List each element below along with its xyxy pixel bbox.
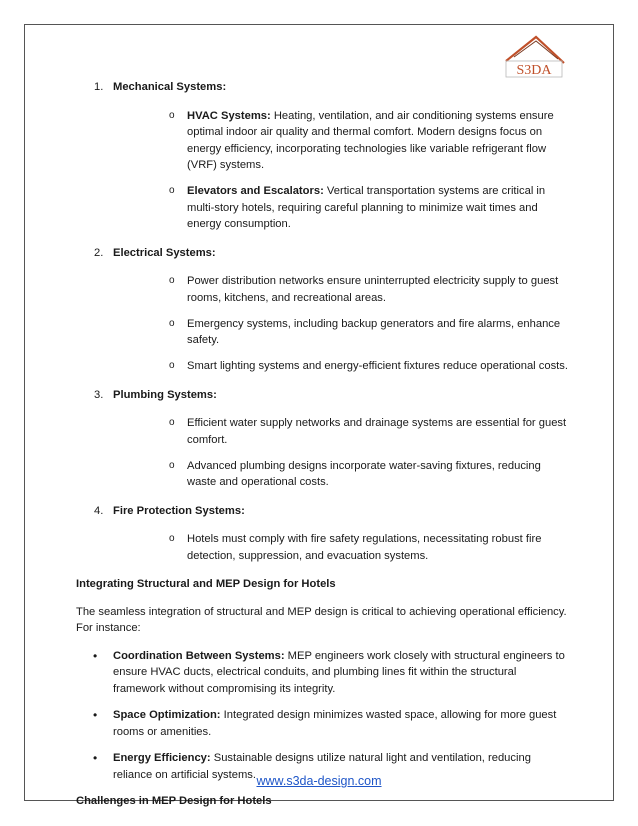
bullet-text: Integrated design minimizes wasted space, allowing for more guest rooms or amenities. <box>113 709 557 738</box>
sub-item-text: Advanced plumbing designs incorporate water-saving fixtures, reducing waste and operational costs. <box>187 459 541 488</box>
sub-list-item <box>113 183 576 233</box>
document-body <box>76 79 576 821</box>
section-heading: Integrating Structural and MEP Design for Hotels <box>76 578 336 590</box>
sub-list <box>113 531 576 564</box>
section-heading: Challenges in MEP Design for Hotels <box>76 795 272 807</box>
sub-item-lead: HVAC Systems: <box>187 109 271 122</box>
circle-bullet-icon: o <box>169 275 175 286</box>
bullet-list-item <box>76 648 576 698</box>
sub-item-lead: Elevators and Escalators: <box>187 185 324 197</box>
sub-list <box>113 108 576 233</box>
sub-item-text: Heating, ventilation, and air conditioning systems ensure optimal indoor air quality and thermal comfort. Modern designs focus on energy efficiency, incorporating technologies like variable refrigerant flow (VRF) systems. <box>187 109 554 171</box>
bullet-lead: Energy Efficiency: <box>113 752 211 764</box>
item-number: 2. <box>94 246 104 259</box>
numbered-item <box>76 79 576 233</box>
bullet-lead: Space Optimization: <box>113 709 221 721</box>
sub-item-text: Efficient water supply networks and drainage systems are essential for guest comfort. <box>187 417 567 446</box>
circle-bullet-icon: o <box>169 417 175 428</box>
numbered-item <box>76 503 576 565</box>
sub-item-text: Power distribution networks ensure uninterrupted electricity supply to guest rooms, kitchens, and recreational areas. <box>187 275 559 304</box>
sub-item-text: Hotels must comply with fire safety regulations, necessitating robust fire detection, suppression, and evacuation systems. <box>187 533 542 562</box>
item-title: Plumbing Systems: <box>113 388 217 401</box>
sub-list-item <box>113 458 576 491</box>
item-title: Mechanical Systems: <box>113 81 227 93</box>
sub-list <box>113 273 576 375</box>
sub-list-item <box>113 108 576 174</box>
item-number: 4. <box>94 504 104 517</box>
circle-bullet-icon: o <box>169 185 175 196</box>
sub-list <box>113 415 576 491</box>
numbered-item <box>76 245 576 375</box>
circle-bullet-icon: o <box>169 459 175 471</box>
bullet-text: Sustainable designs utilize natural light and ventilation, reducing reliance on artificial systems. <box>113 752 531 781</box>
sub-list-item <box>113 415 576 448</box>
footer-website-link[interactable]: www.s3da-design.com <box>256 774 382 788</box>
intro-paragraph: The seamless integration of structural and MEP design is critical to achieving operational efficiency. For instance: <box>76 605 567 634</box>
sub-item-text: Smart lighting systems and energy-efficient fixtures reduce operational costs. <box>187 360 568 372</box>
house-roof-logo-icon <box>500 33 568 79</box>
sub-item-text: Emergency systems, including backup generators and fire alarms, enhance safety. <box>187 317 561 346</box>
disc-bullet-icon: • <box>93 708 98 722</box>
disc-bullet-icon: • <box>93 751 98 765</box>
sub-item-text: Vertical transportation systems are critical in multi-story hotels, requiring careful planning to minimize wait times and energy consumption. <box>187 185 546 230</box>
s3da-logo <box>500 33 568 79</box>
disc-bullet-icon: • <box>93 648 98 663</box>
circle-bullet-icon: o <box>169 533 175 544</box>
circle-bullet-icon: o <box>169 360 175 371</box>
sub-list-item <box>113 358 576 375</box>
circle-bullet-icon: o <box>169 317 175 329</box>
item-number: 3. <box>94 388 104 401</box>
logo-text: S3DA <box>516 63 552 78</box>
item-title: Electrical Systems: <box>113 246 216 259</box>
circle-bullet-icon: o <box>169 109 175 121</box>
numbered-item <box>76 387 576 491</box>
bullet-text: MEP engineers work closely with structural engineers to ensure HVAC ducts, electrical conduits, and plumbing lines fit within the structural framework without compromising its integrity. <box>113 649 565 695</box>
bullet-lead: Coordination Between Systems: <box>113 649 285 662</box>
sub-list-item <box>113 273 576 306</box>
item-title: Fire Protection Systems: <box>113 504 245 517</box>
bullet-list-item <box>76 707 576 740</box>
sub-list-item <box>113 316 576 349</box>
sub-list-item <box>113 531 576 564</box>
item-number: 1. <box>94 81 104 93</box>
